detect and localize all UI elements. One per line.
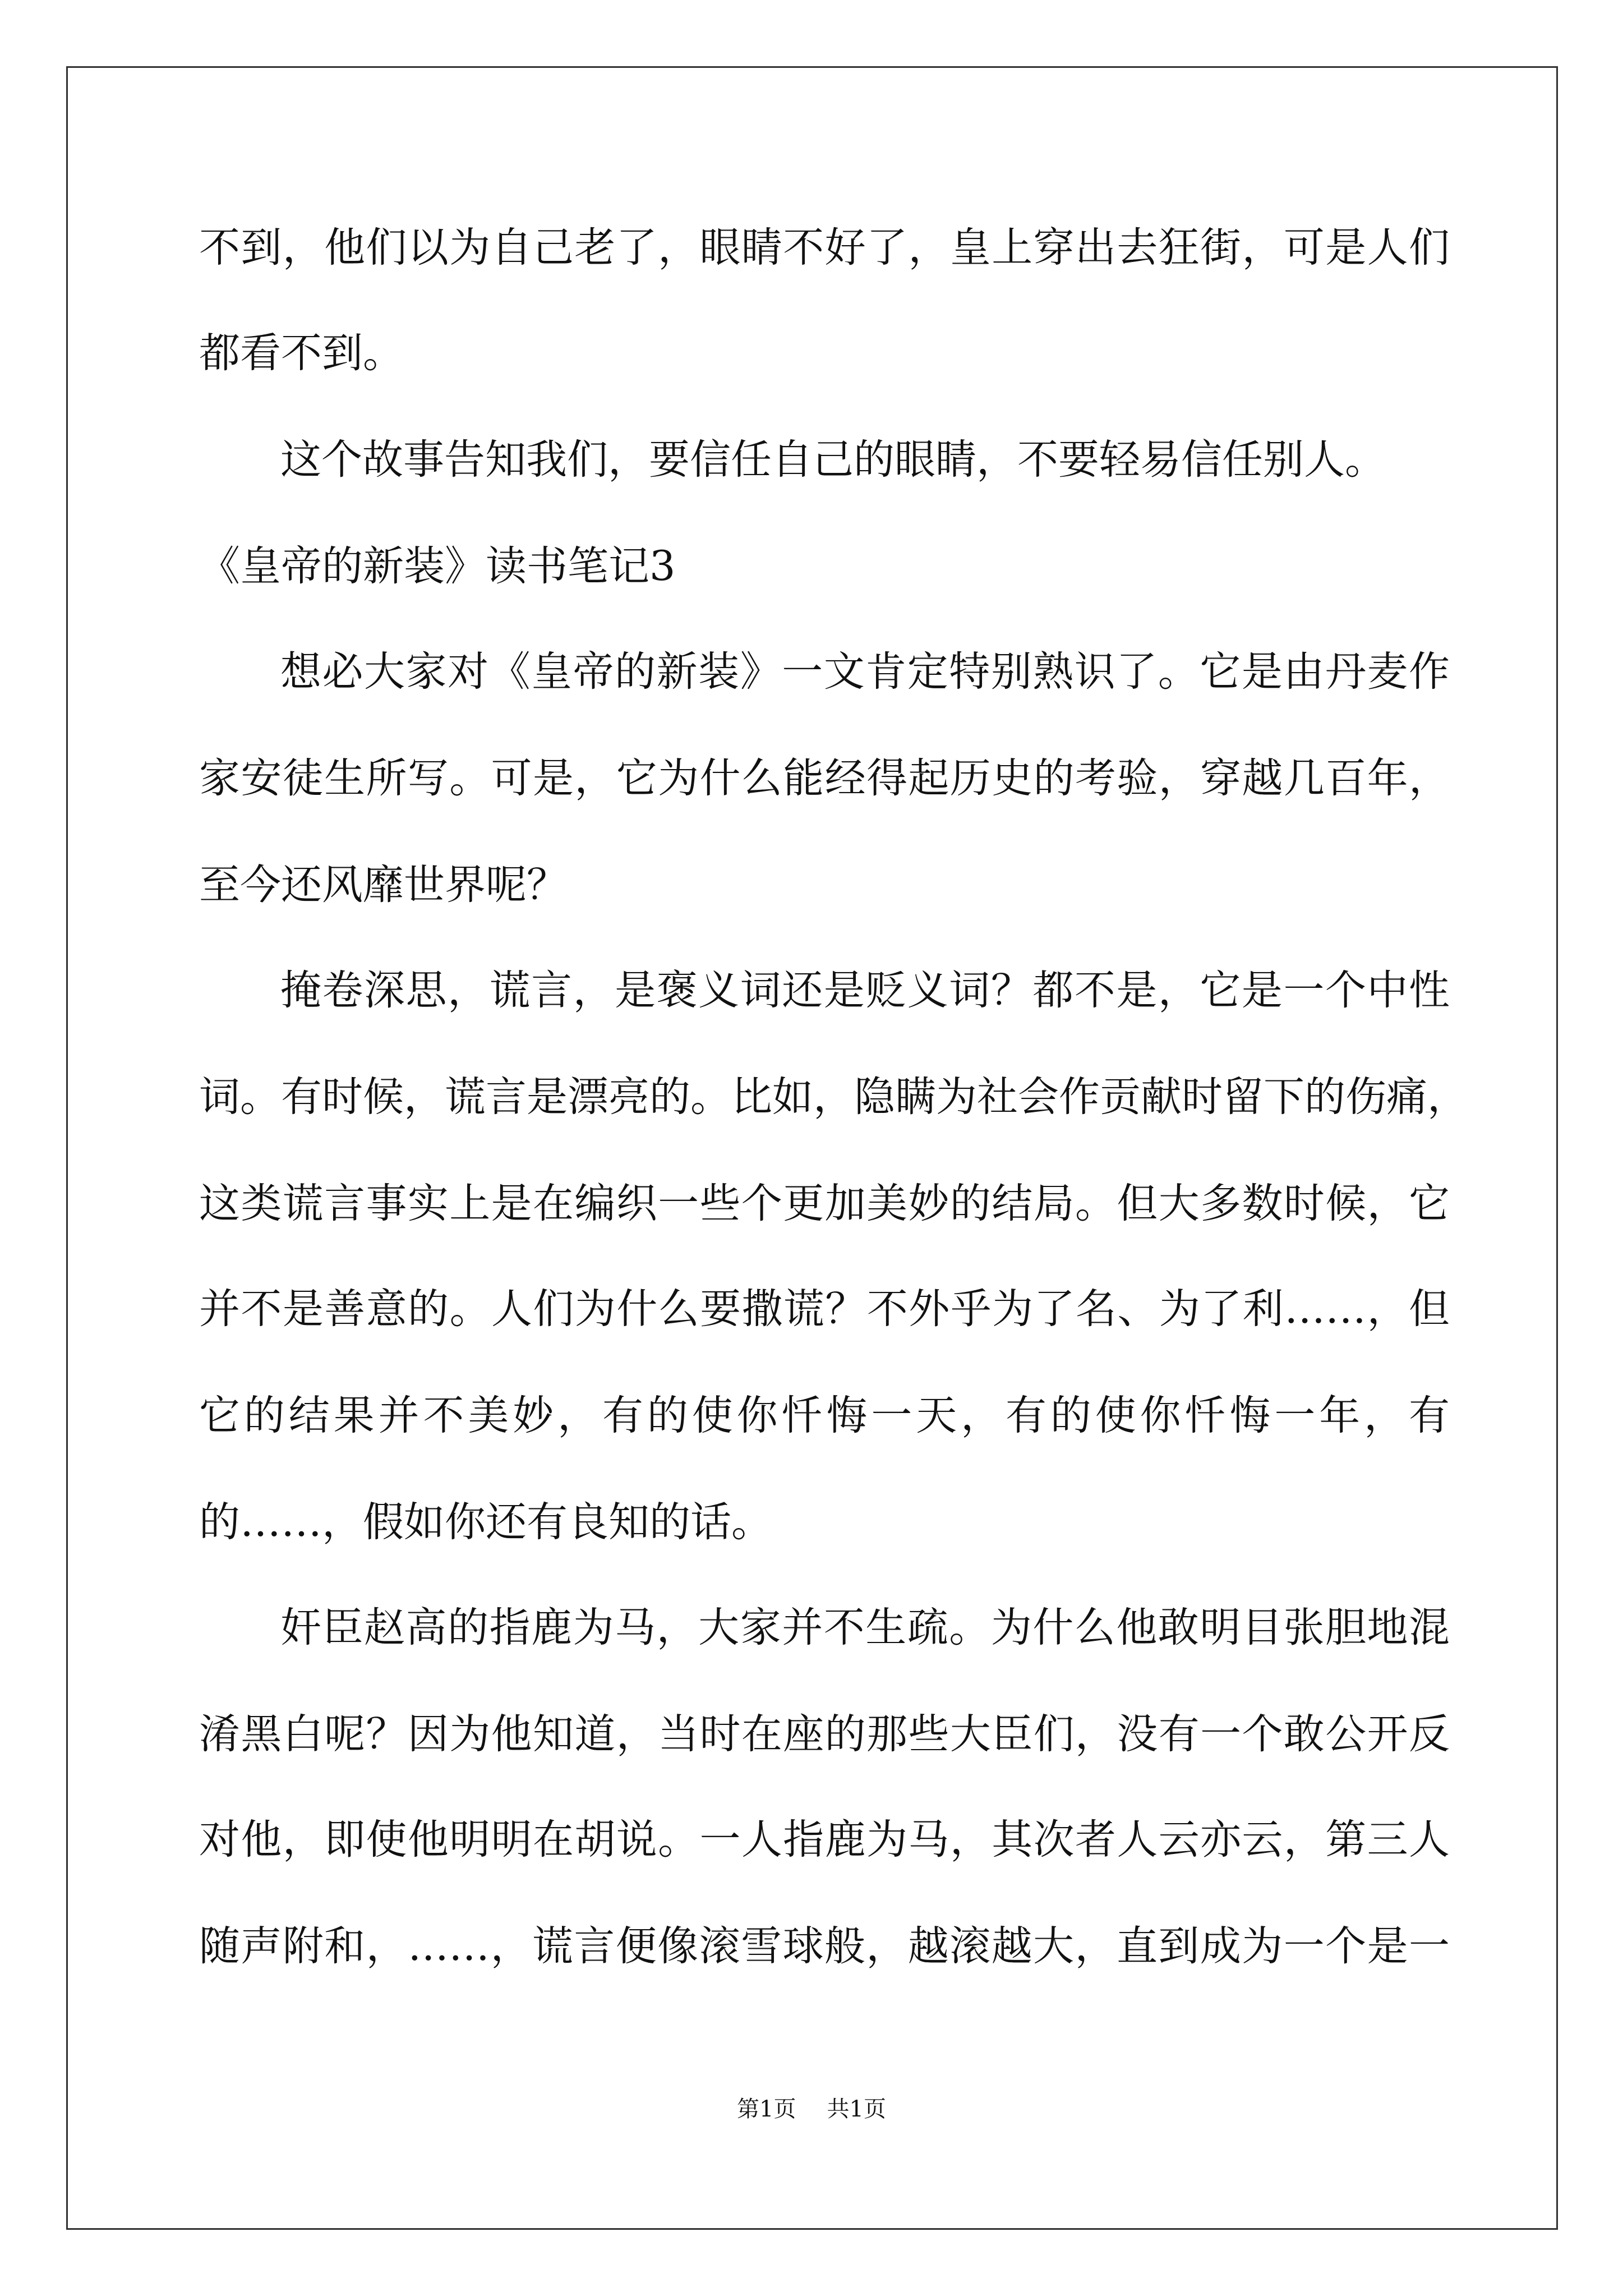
- text-line-11: 并不是善意的。人们为什么要撒谎？不外乎为了名、为了利……，但: [199, 1285, 1450, 1333]
- page-number: 第1页: [737, 2096, 796, 2122]
- section-title: 《皇帝的新装》读书笔记3: [199, 542, 676, 590]
- page-border: [66, 66, 1558, 2230]
- text-line-3: 这个故事告知我们，要信任自己的眼睛，不要轻易信任别人。: [280, 436, 1386, 484]
- text-line-9: 词。有时候，谎言是漂亮的。比如，隐瞒为社会作贡献时留下的伤痛，: [199, 1073, 1468, 1121]
- text-line-17: 随声附和，……，谎言便像滚雪球般，越滚越大，直到成为一个是一: [199, 1922, 1450, 1970]
- text-line-15: 淆黑白呢？因为他知道，当时在座的那些大臣们，没有一个敢公开反: [199, 1710, 1450, 1758]
- text-line-7: 至今还风靡世界呢？: [199, 861, 568, 909]
- text-line-6: 家安徒生所写。可是，它为什么能经得起历史的考验，穿越几百年，: [199, 754, 1450, 802]
- text-line-14: 奸臣赵高的指鹿为马，大家并不生疏。为什么他敢明目张胆地混: [280, 1604, 1450, 1651]
- text-line-12: 它的结果并不美妙，有的使你忏悔一天，有的使你忏悔一年，有: [199, 1392, 1450, 1439]
- text-line-16: 对他，即使他明明在胡说。一人指鹿为马，其次者人云亦云，第三人: [199, 1816, 1450, 1864]
- text-line-1: 不到，他们以为自己老了，眼睛不好了，皇上穿出去狂街，可是人们: [199, 224, 1450, 272]
- text-line-2: 都看不到。: [199, 329, 404, 377]
- page-total: 共1页: [827, 2096, 886, 2122]
- text-line-13: 的……，假如你还有良知的话。: [199, 1498, 772, 1546]
- text-line-8: 掩卷深思，谎言，是褒义词还是贬义词？都不是，它是一个中性: [280, 967, 1450, 1014]
- text-line-5: 想必大家对《皇帝的新装》一文肯定特别熟识了。它是由丹麦作: [280, 648, 1450, 696]
- page-footer: [0, 2092, 1623, 2126]
- text-line-10: 这类谎言事实上是在编织一些个更加美妙的结局。但大多数时候，它: [199, 1180, 1450, 1227]
